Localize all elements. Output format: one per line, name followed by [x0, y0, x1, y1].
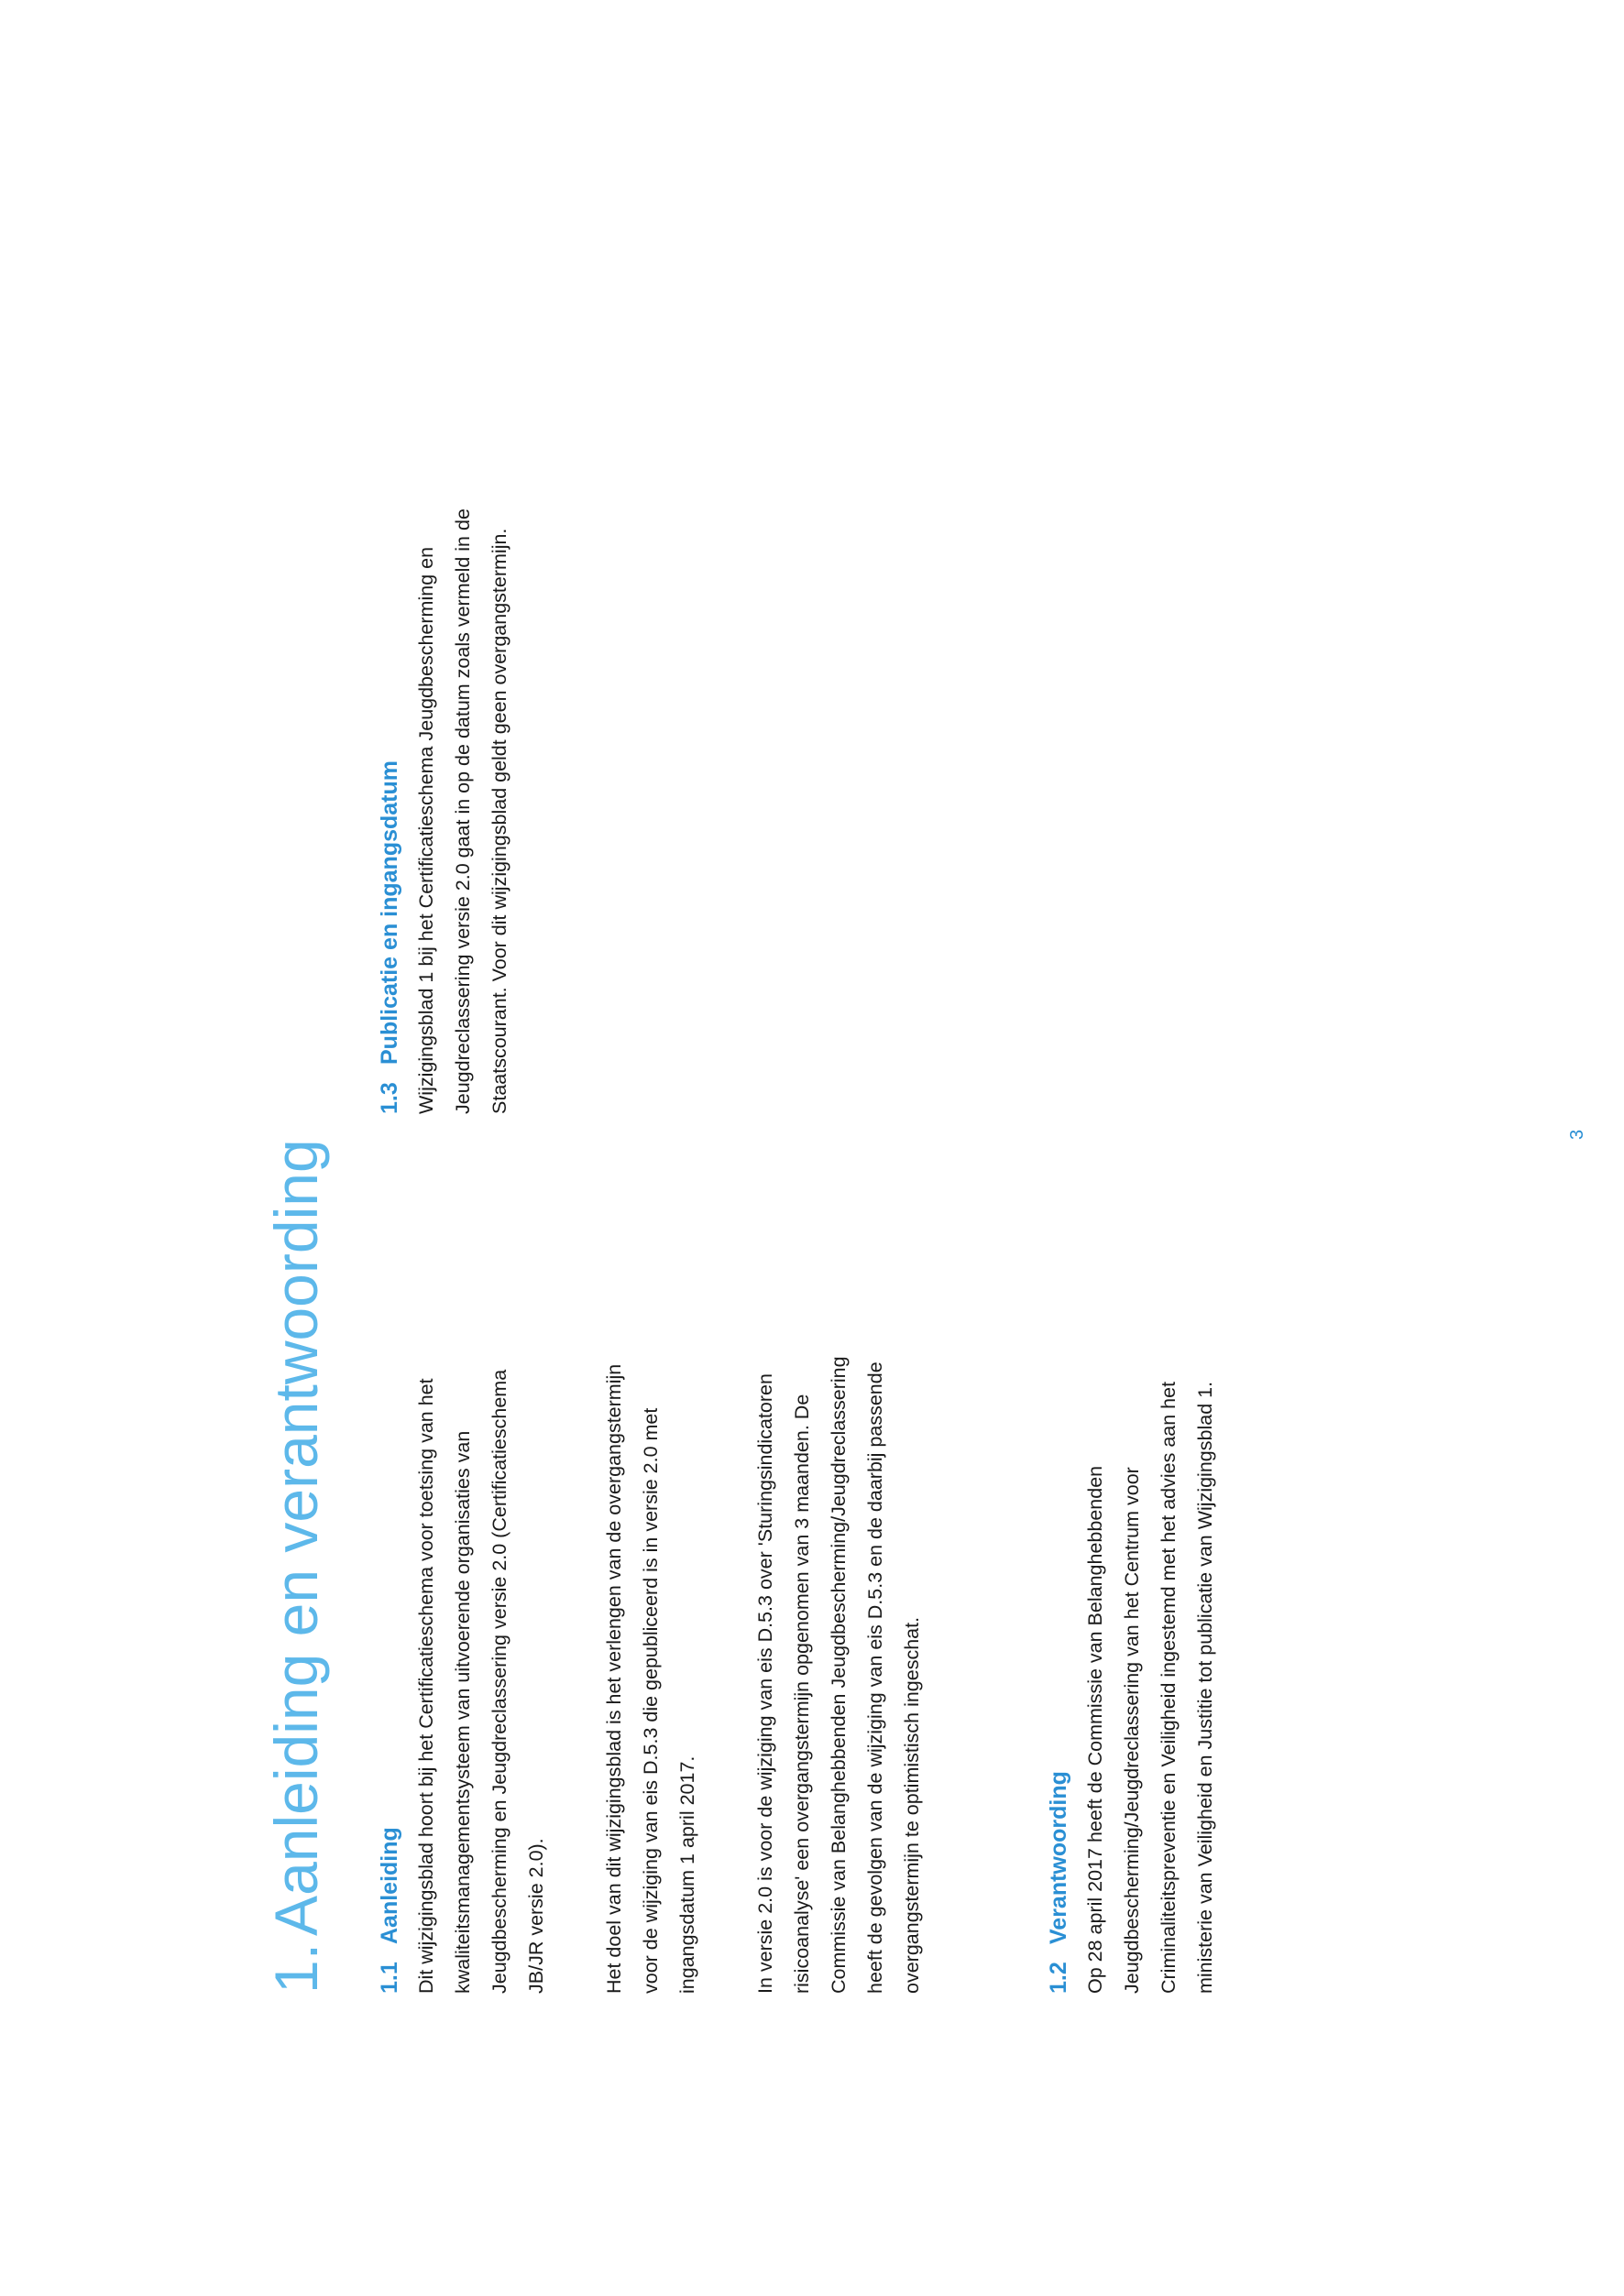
text-line: Het doel van dit wijzigingsblad is het verlengen van de overgangstermijn — [603, 1363, 625, 1994]
text-line: Op 28 april 2017 heeft de Commissie van Belanghebbenden — [1084, 1465, 1106, 1994]
text-line: Criminaliteitspreventie en Veiligheid ingestemd met het advies aan het — [1158, 1381, 1180, 1994]
section-title: Verantwoording — [1046, 1771, 1071, 1944]
left-column — [371, 1356, 1223, 1994]
text-line: In versie 2.0 is voor de wijziging van eis D.5.3 over 'Sturingsindicatoren — [754, 1373, 776, 1994]
paragraph — [408, 1369, 554, 1994]
text-line: JB/JR versie 2.0). — [525, 1838, 547, 1994]
paragraph — [747, 1356, 930, 1994]
text-line: Dit wijzigingsblad hoort bij het Certificatieschema voor toetsing van het — [415, 1378, 437, 1994]
text-line: heeft de gevolgen van de wijziging van eis D.5.3 en de daarbij passende — [864, 1361, 886, 1994]
section-aanleiding — [371, 1356, 930, 1994]
text-line: Jeugdbescherming en Jeugdreclassering versie 2.0 (Certificatieschema — [488, 1369, 510, 1994]
section-number: 1.2 — [1046, 1962, 1071, 1994]
text-line: overgangstermijn te optimistisch ingeschat. — [901, 1616, 923, 1994]
text-line: ingangsdatum 1 april 2017. — [676, 1755, 698, 1994]
text-line: Jeugdreclassering versie 2.0 gaat in op de datum zoals vermeld in de — [452, 508, 474, 1114]
section-number: 1.1 — [377, 1962, 402, 1994]
right-column — [371, 508, 518, 1114]
chapter-number: 1. — [262, 1942, 330, 1994]
text-line: ministerie van Veiligheid en Justitie tot publicatie van Wijzigingsblad 1. — [1194, 1381, 1216, 1994]
section-publicatie — [371, 508, 518, 1114]
text-line: risicoanalyse' een overgangstermijn opgenomen van 3 maanden. De — [791, 1394, 813, 1994]
paragraph — [1077, 1381, 1223, 1994]
section-number: 1.3 — [377, 1082, 402, 1114]
section-heading-1-2 — [1040, 1481, 1077, 1994]
section-verantwoording — [1040, 1381, 1223, 1994]
section-title: Publicatie en ingangsdatum — [377, 760, 402, 1065]
chapter-title-text: Aanleiding en verantwoording — [262, 1139, 330, 1936]
page-number: 3 — [1567, 1129, 1587, 1140]
text-line: kwaliteitsmanagementsysteem van uitvoerende organisaties van — [452, 1430, 474, 1994]
text-line: Staatscourant. Voor dit wijzigingsblad geldt geen overgangstermijn. — [488, 528, 510, 1114]
section-title: Aanleiding — [377, 1827, 402, 1944]
paragraph — [408, 508, 518, 1114]
text-line: Wijzigingsblad 1 bij het Certificatieschema Jeugdbescherming en — [415, 546, 437, 1114]
text-line: Jeugdbescherming/Jeugdreclassering van het Centrum voor — [1121, 1467, 1143, 1994]
section-heading-1-3 — [371, 601, 408, 1114]
section-heading-1-1 — [371, 1481, 408, 1994]
text-line: Commissie van Belanghebbenden Jeugdbescherming/Jeugdreclassering — [828, 1356, 850, 1994]
paragraph — [596, 1363, 706, 1994]
chapter-title — [261, 1139, 331, 1994]
text-line: voor de wijziging van eis D.5.3 die gepubliceerd is in versie 2.0 met — [640, 1407, 662, 1994]
